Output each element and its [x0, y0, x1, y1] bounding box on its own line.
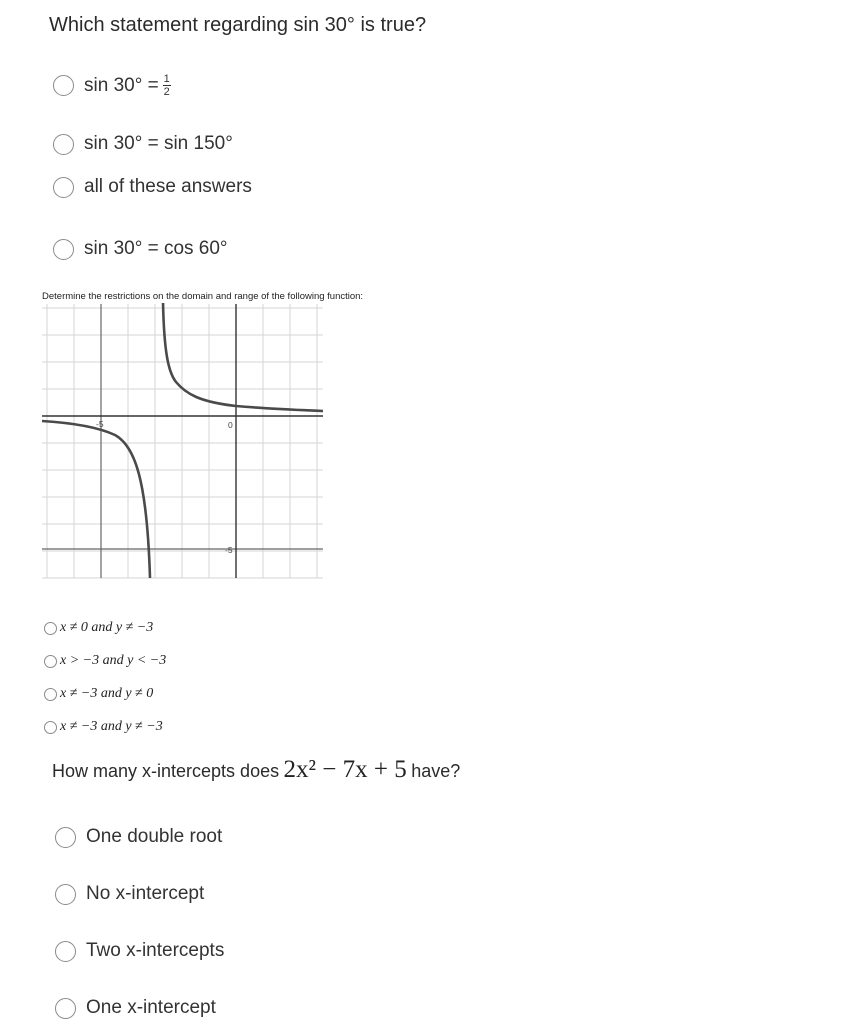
y-tick-label: -5	[225, 545, 233, 555]
q1-option-4[interactable]	[53, 238, 228, 260]
radio-button[interactable]	[44, 622, 57, 635]
radio-button[interactable]	[53, 239, 74, 260]
q1-option-1-label: sin 30° =	[84, 74, 159, 96]
quadratic-expression: 2x² − 7x + 5	[283, 756, 407, 783]
question-1-title: Which statement regarding sin 30° is true?	[49, 14, 427, 36]
radio-button[interactable]	[44, 655, 57, 668]
question-2-title: Determine the restrictions on the domain and range of the following function:	[42, 291, 364, 302]
question-3-suffix: have?	[411, 761, 461, 781]
q3-option-3-label: Two x-intercepts	[86, 940, 225, 961]
q3-option-2-label: No x-intercept	[86, 883, 205, 904]
question-3-prefix: How many x-intercepts does	[52, 761, 280, 781]
fraction-numerator: 1	[163, 73, 170, 85]
q2-option-3[interactable]	[44, 686, 153, 702]
x-tick-label: -5	[96, 419, 104, 429]
radio-button[interactable]	[44, 688, 57, 701]
q3-option-4-label: One x-intercept	[86, 997, 216, 1018]
q1-option-4-label: sin 30° = cos 60°	[84, 238, 228, 259]
radio-button[interactable]	[55, 884, 76, 905]
radio-button[interactable]	[55, 941, 76, 962]
q2-option-4-label: x ≠ −3 and y ≠ −3	[60, 719, 163, 734]
q3-option-3[interactable]	[55, 940, 224, 962]
q1-option-3-label: all of these answers	[84, 176, 252, 197]
q1-option-3[interactable]	[53, 176, 252, 198]
q2-option-2[interactable]	[44, 653, 166, 669]
fraction-denominator: 2	[163, 86, 170, 98]
q2-option-2-label: x > −3 and y < −3	[60, 653, 167, 668]
q2-option-4[interactable]	[44, 719, 163, 735]
grid-lines	[42, 304, 323, 578]
radio-button[interactable]	[55, 827, 76, 848]
question-3-title	[52, 756, 460, 784]
q3-option-1[interactable]	[55, 826, 222, 848]
q2-option-1[interactable]	[44, 620, 153, 636]
q3-option-1-label: One double root	[86, 826, 223, 847]
q1-option-2[interactable]	[53, 133, 233, 155]
radio-button[interactable]	[53, 177, 74, 198]
radio-button[interactable]	[53, 134, 74, 155]
radio-button[interactable]	[44, 721, 57, 734]
q3-option-2[interactable]	[55, 883, 204, 905]
q2-option-1-label: x ≠ 0 and y ≠ −3	[60, 620, 154, 635]
q1-option-2-label: sin 30° = sin 150°	[84, 133, 233, 154]
radio-button[interactable]	[53, 75, 74, 96]
radio-button[interactable]	[55, 998, 76, 1019]
fraction-one-half	[163, 74, 171, 97]
q1-option-1[interactable]	[53, 74, 171, 97]
origin-label: 0	[228, 420, 233, 430]
hyperbola-graph	[40, 303, 326, 581]
q2-option-3-label: x ≠ −3 and y ≠ 0	[60, 686, 154, 701]
q3-option-4[interactable]	[55, 997, 216, 1019]
